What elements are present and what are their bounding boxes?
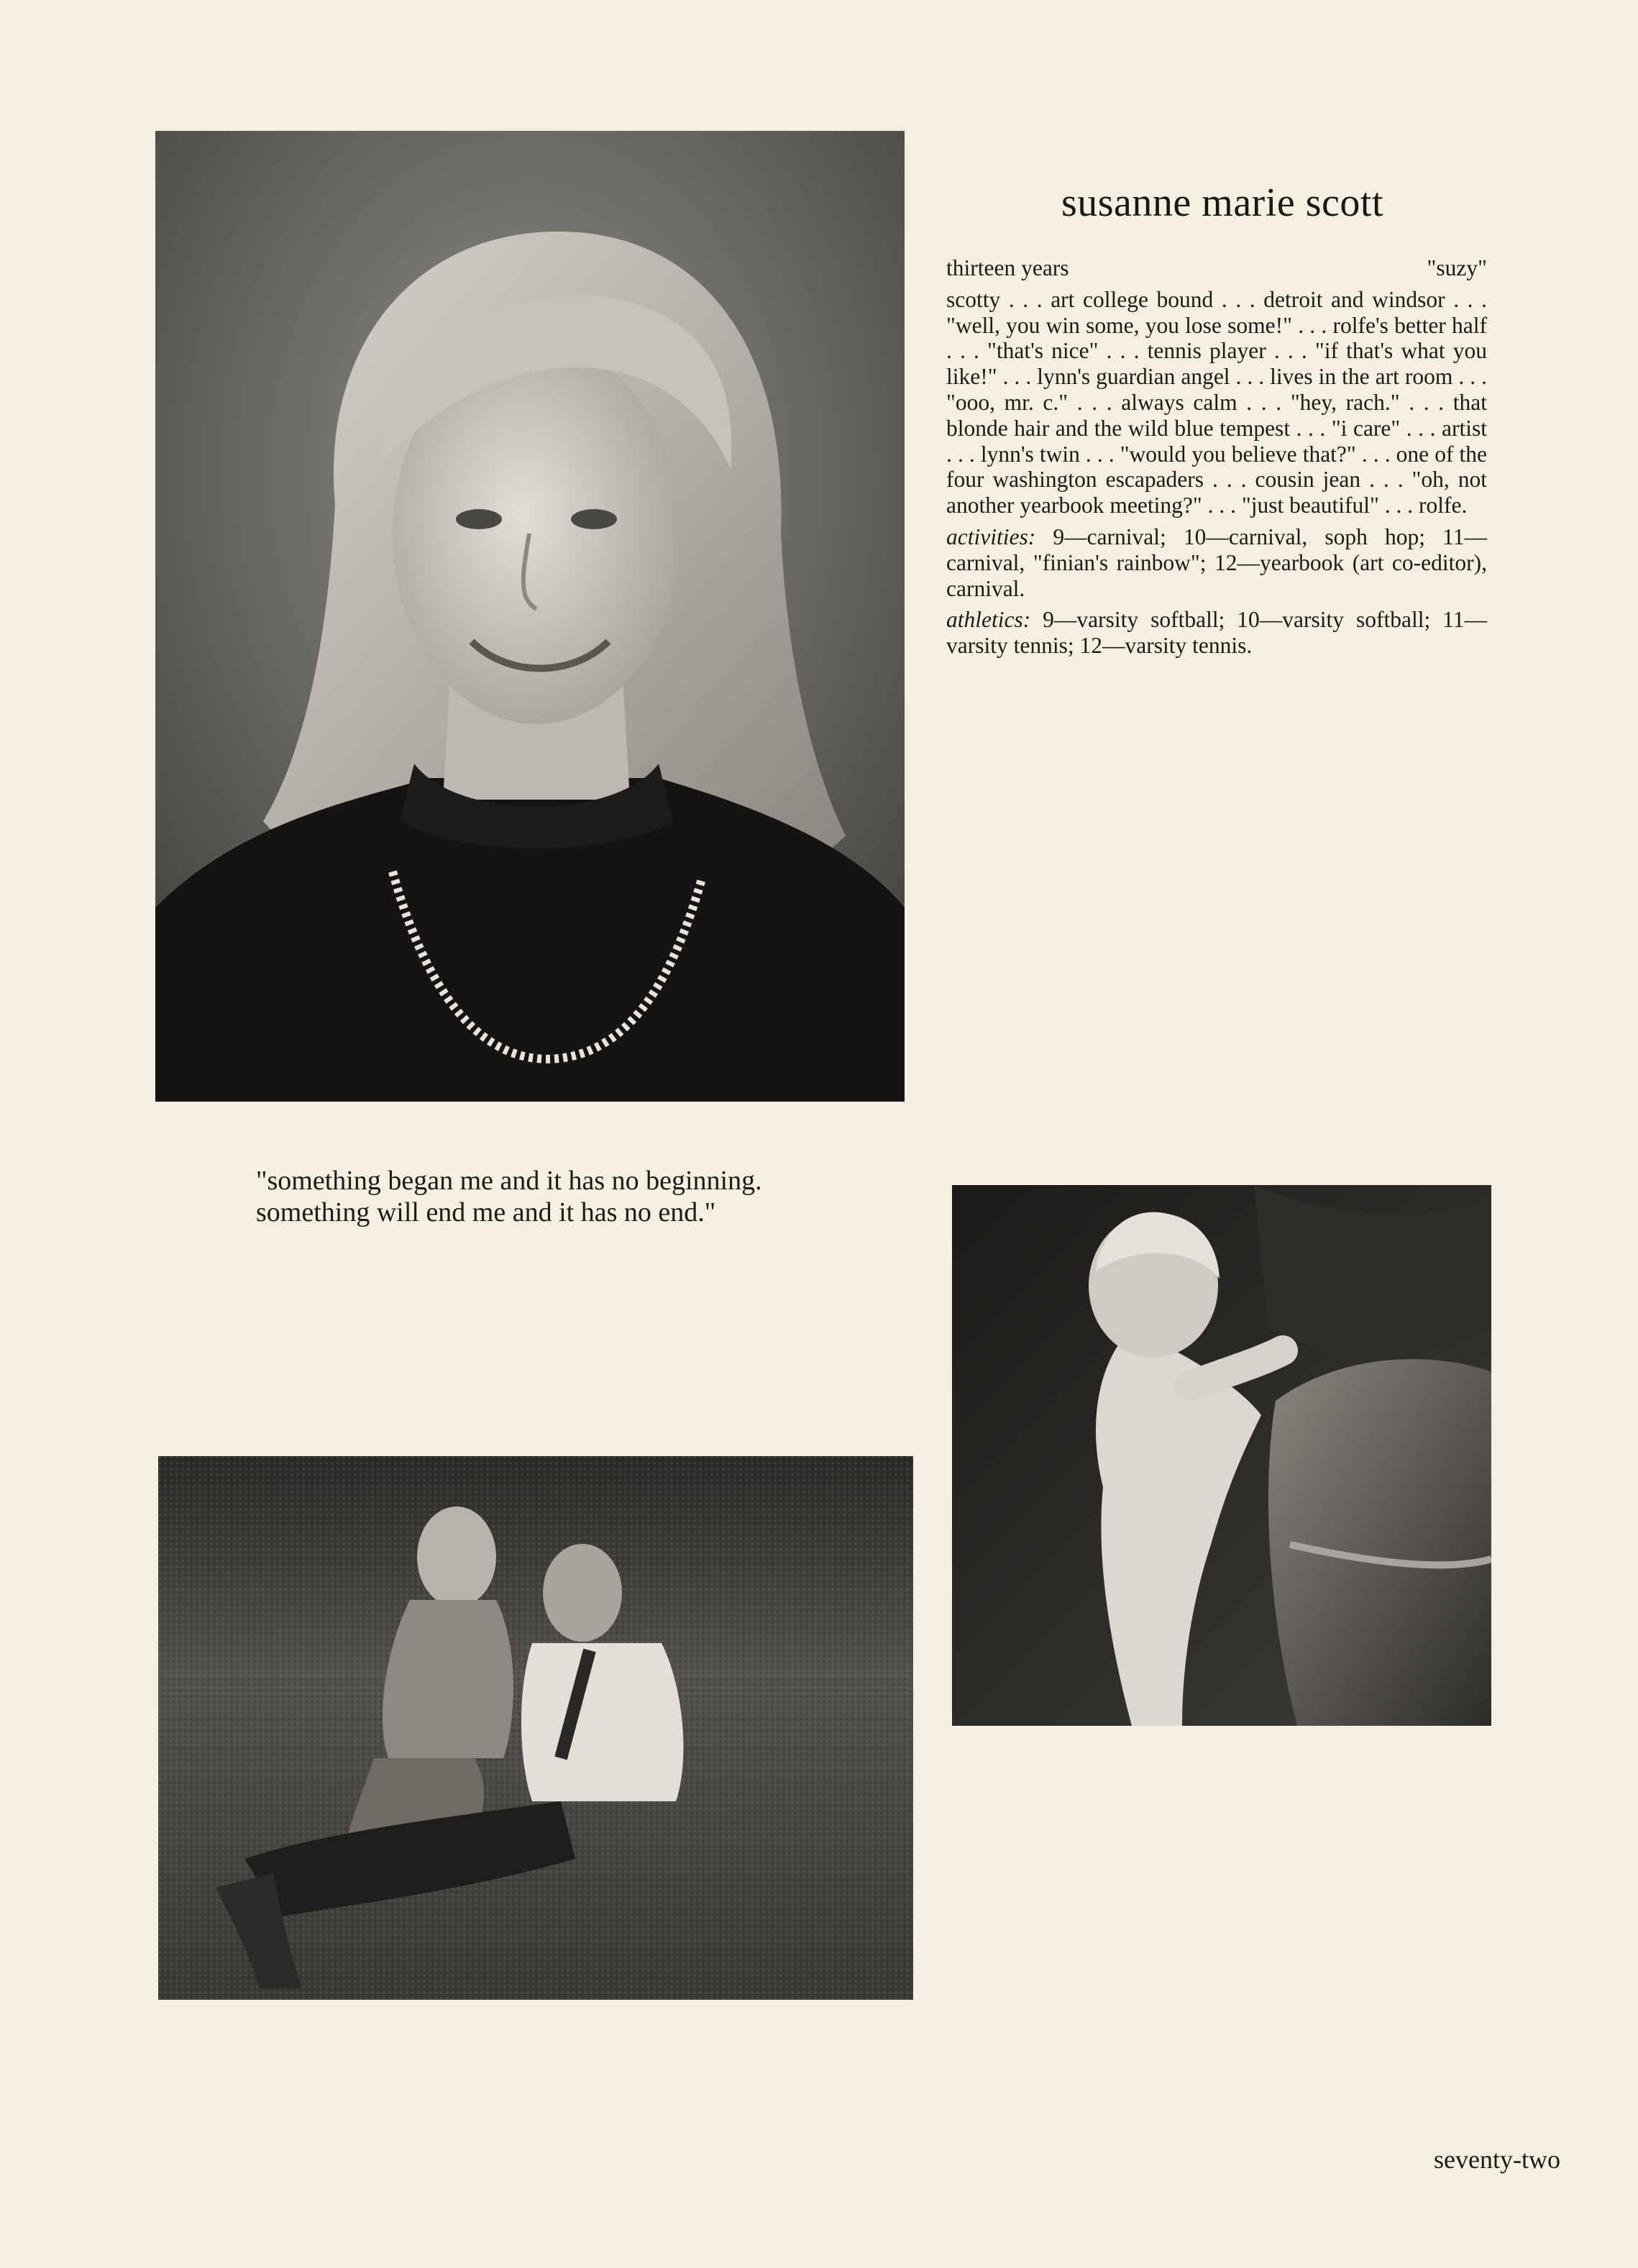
baby-photo: [952, 1185, 1491, 1726]
athletics-label: athletics:: [946, 607, 1031, 633]
student-name: susanne marie scott: [1061, 180, 1384, 225]
profile-text-block: [946, 255, 1487, 664]
athletics-paragraph: [946, 607, 1487, 659]
senior-portrait-photo: [155, 131, 905, 1102]
years-text: thirteen years: [946, 255, 1069, 280]
couple-photo: [158, 1456, 913, 2000]
page-number: seventy-two: [1434, 2145, 1560, 2174]
activities-text: 9—carnival; 10—carnival, soph hop; 11—carnival, "finian's rainbow"; 12—yearbook (art co-editor), carnival.: [946, 523, 1487, 601]
athletics-text: 9—varsity softball; 10—varsity softball; 11—varsity tennis; 12—varsity tennis.: [946, 607, 1487, 659]
bio-paragraph: scotty . . . art college bound . . . detroit and windsor . . . "well, you win some, you lose some!" . . . rolfe's better half . . . "that's nice" . . . tennis player . . . "if that's what you like!" . . . lynn's guardian angel . . . lives in the art room . . . "ooo, mr. c." . . . always calm . . . "hey, rach." . . . that blonde hair and the wild blue tempest . . . "i care" . . . artist . . . lynn's twin . . . "would you believe that?" . . . one of the four washington escapaders . . . cousin jean . . . "oh, not another yearbook meeting?" . . . "just beautiful" . . . rolfe.: [946, 286, 1487, 518]
quote-line-1: "something began me and it has no beginning.: [256, 1166, 762, 1196]
nickname-text: "suzy": [1427, 255, 1487, 280]
activities-paragraph: [946, 524, 1487, 601]
senior-quote: [256, 1165, 831, 1228]
activities-label: activities:: [946, 523, 1036, 549]
quote-line-2: something will end me and it has no end.": [256, 1197, 716, 1227]
years-row: [946, 255, 1487, 281]
